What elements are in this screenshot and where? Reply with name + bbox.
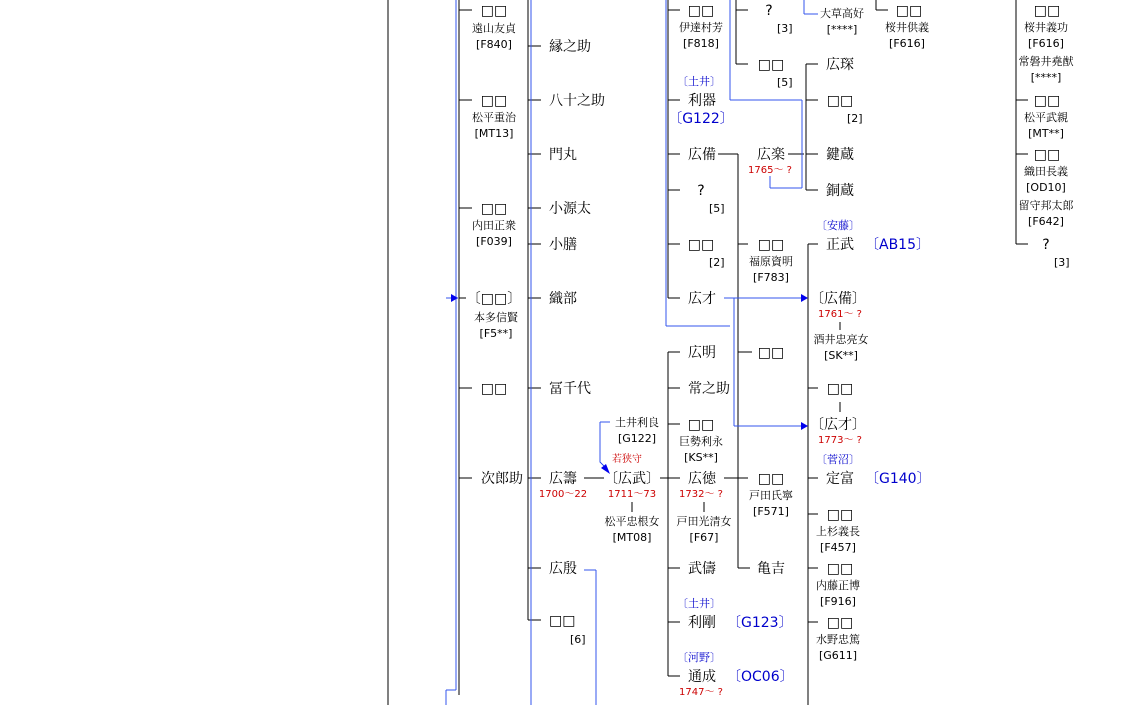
person-label-79: 広琛 <box>826 57 854 73</box>
person-label-65: □□ <box>757 57 785 73</box>
person-label-45: 広才 <box>688 291 716 307</box>
person-label-7: 松平重治 <box>472 111 516 124</box>
person-label-59: 〔河野〕 <box>677 651 721 664</box>
person-label-121: [F642] <box>1028 215 1064 228</box>
person-label-37: 〔土井〕 <box>677 75 721 88</box>
person-label-19: □□ <box>480 381 508 397</box>
person-label-109: □□ <box>1033 3 1061 19</box>
person-label-18: [F5**] <box>479 327 513 340</box>
person-label-77: 大草高好 <box>820 7 864 20</box>
person-label-66: [5] <box>777 76 793 89</box>
person-label-31: 1711～73 <box>607 489 657 500</box>
person-label-52: 1732～ ? <box>679 489 723 500</box>
person-label-48: □□ <box>687 417 715 433</box>
person-label-61: 〔OC06〕 <box>727 669 794 685</box>
person-label-24: 広殷 <box>549 561 577 577</box>
person-label-23: 1700～22 <box>538 489 588 500</box>
person-label-123: [3] <box>1054 256 1070 269</box>
person-label-41: ? <box>697 183 705 199</box>
person-label-83: 銅蔵 <box>826 183 854 199</box>
person-label-107: 桜井供義 <box>885 21 929 34</box>
person-label-94: 〔菅沼〕 <box>816 453 860 466</box>
person-label-67: 広楽 <box>757 147 785 163</box>
person-label-14: 小膳 <box>549 237 577 253</box>
person-label-60: 通成 <box>688 669 716 685</box>
person-label-103: □□ <box>826 615 854 631</box>
person-label-93: 1773～ ? <box>818 435 862 446</box>
person-label-86: 〔AB15〕 <box>865 237 930 253</box>
person-label-29: 若狭守 <box>612 454 642 465</box>
person-label-38: 利器 <box>688 93 716 109</box>
person-label-90: [SK**] <box>824 349 858 362</box>
person-label-54: [F67] <box>689 531 719 544</box>
person-label-26: [6] <box>570 633 586 646</box>
person-label-9: 門丸 <box>549 147 577 163</box>
person-label-69: □□ <box>757 237 785 253</box>
person-label-40: 広備 <box>688 147 716 163</box>
person-label-87: 〔広備〕 <box>810 291 866 307</box>
person-label-74: 戸田氏寧 <box>749 489 793 502</box>
person-label-53: 戸田光清女 <box>676 515 732 528</box>
person-label-22: 広籌 <box>549 471 577 487</box>
person-label-80: □□ <box>826 93 854 109</box>
person-label-110: 桜井義功 <box>1024 21 1068 34</box>
person-label-102: [F916] <box>820 595 856 608</box>
person-label-78: [****] <box>826 23 858 36</box>
person-label-73: □□ <box>757 471 785 487</box>
person-label-12: 内田正衆 <box>472 219 516 232</box>
person-label-10: □□ <box>480 201 508 217</box>
person-label-75: [F571] <box>753 505 789 518</box>
person-label-101: 内藤正博 <box>816 579 860 592</box>
person-label-115: 松平武親 <box>1024 111 1068 124</box>
person-label-62: 1747～ ? <box>679 687 723 698</box>
person-label-58: 〔G123〕 <box>727 615 793 631</box>
person-label-97: □□ <box>826 507 854 523</box>
person-label-35: 伊達村芳 <box>679 21 723 34</box>
person-label-11: 小源太 <box>549 201 591 217</box>
person-label-32: 松平忠根女 <box>604 515 660 528</box>
person-label-99: [F457] <box>820 541 856 554</box>
person-label-82: 鍵蔵 <box>826 147 854 163</box>
person-label-15: 〔□□〕 <box>466 291 522 307</box>
person-label-113: [****] <box>1030 71 1062 84</box>
person-label-98: 上杉義長 <box>816 525 860 538</box>
person-label-84: 〔安藤〕 <box>816 219 860 232</box>
person-label-28: [G122] <box>617 432 657 445</box>
person-label-104: 水野忠篤 <box>816 633 860 646</box>
person-label-92: 〔広才〕 <box>810 417 866 433</box>
person-label-46: 広明 <box>688 345 716 361</box>
person-label-1: □□ <box>480 3 508 19</box>
person-label-114: □□ <box>1033 93 1061 109</box>
person-label-43: □□ <box>687 237 715 253</box>
person-label-34: □□ <box>687 3 715 19</box>
person-label-95: 定富 <box>826 471 854 487</box>
person-label-4: 縁之助 <box>549 39 591 55</box>
person-label-72: □□ <box>757 345 785 361</box>
person-label-118: 織田長義 <box>1024 165 1068 178</box>
person-label-122: ? <box>1042 237 1050 253</box>
person-label-42: [5] <box>709 202 725 215</box>
person-label-111: [F616] <box>1028 37 1064 50</box>
person-label-44: [2] <box>709 256 725 269</box>
person-label-51: 広徳 <box>688 471 716 487</box>
person-label-47: 常之助 <box>688 381 730 397</box>
person-label-120: 留守邦太郎 <box>1018 199 1074 212</box>
person-label-68: 1765～ ? <box>748 165 792 176</box>
person-label-57: 利剛 <box>688 615 716 631</box>
person-label-105: [G611] <box>818 649 858 662</box>
person-label-50: [KS**] <box>684 451 718 464</box>
person-label-21: 次郎助 <box>481 471 523 487</box>
person-label-100: □□ <box>826 561 854 577</box>
person-label-17: 本多信賢 <box>474 311 518 324</box>
person-label-27: 土井利良 <box>615 416 659 429</box>
person-label-88: 1761～ ? <box>818 309 862 320</box>
person-label-63: ? <box>765 3 773 19</box>
person-label-3: [F840] <box>476 38 512 51</box>
person-label-91: □□ <box>826 381 854 397</box>
person-label-13: [F039] <box>476 235 512 248</box>
person-label-108: [F616] <box>889 37 925 50</box>
person-label-117: □□ <box>1033 147 1061 163</box>
person-label-6: 八十之助 <box>549 93 605 109</box>
person-label-55: 武儔 <box>688 561 716 577</box>
person-label-64: [3] <box>777 22 793 35</box>
person-label-39: 〔G122〕 <box>668 111 734 127</box>
person-label-85: 正武 <box>826 237 854 253</box>
person-label-20: 冨千代 <box>549 381 591 397</box>
person-label-71: [F783] <box>753 271 789 284</box>
person-label-70: 福原資明 <box>749 255 793 268</box>
person-label-2: 遠山友貞 <box>472 22 516 35</box>
person-label-81: [2] <box>847 112 863 125</box>
person-label-112: 常磐井堯猷 <box>1018 55 1074 68</box>
person-label-119: [OD10] <box>1026 181 1066 194</box>
person-label-36: [F818] <box>683 37 719 50</box>
person-label-5: □□ <box>480 93 508 109</box>
person-label-89: 酒井忠亮女 <box>813 333 869 346</box>
person-label-116: [MT**] <box>1028 127 1064 140</box>
person-label-106: □□ <box>895 3 923 19</box>
person-label-76: 亀吉 <box>757 561 785 577</box>
person-label-16: 織部 <box>549 291 577 307</box>
person-label-25: □□ <box>549 613 576 629</box>
person-label-33: [MT08] <box>612 531 652 544</box>
person-label-30: 〔広武〕 <box>604 471 660 487</box>
person-label-56: 〔土井〕 <box>677 597 721 610</box>
person-label-96: 〔G140〕 <box>865 471 931 487</box>
person-label-8: [MT13] <box>474 127 514 140</box>
person-label-49: 巨勢利永 <box>679 435 723 448</box>
